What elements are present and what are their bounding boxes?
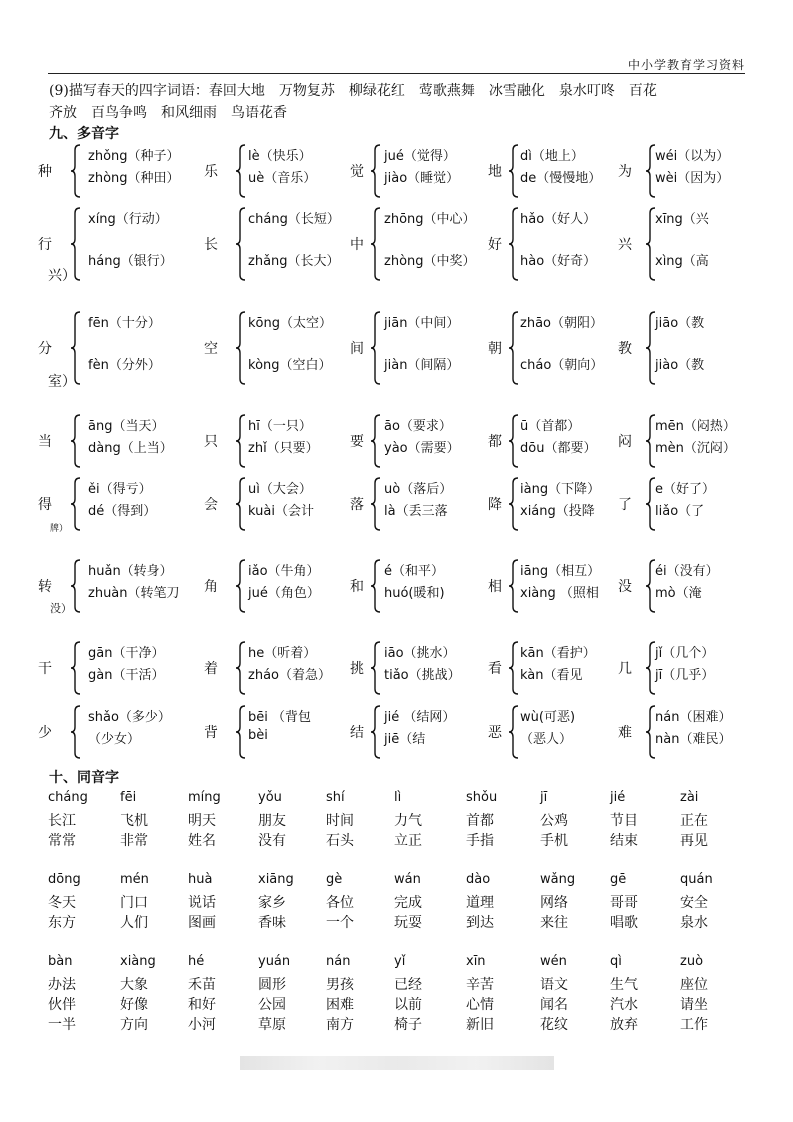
homophone-word: 图画: [188, 915, 216, 931]
polyphone-char: 几: [618, 661, 632, 677]
polyphone-char: 都: [488, 434, 502, 450]
polyphone-reading-2: cháo（朝向）: [520, 358, 604, 373]
homophone-word: 椅子: [394, 1017, 422, 1033]
homophone-pinyin: bàn: [48, 954, 73, 969]
polyphone-reading-1: xīng（兴: [655, 212, 709, 227]
homophone-pinyin: nán: [326, 954, 351, 969]
brace-icon: [370, 705, 382, 759]
homophone-word: 公园: [258, 997, 286, 1013]
spring-idioms-line-2: 齐放 百鸟争鸣 和风细雨 鸟语花香: [49, 105, 287, 121]
polyphone-char: 要: [350, 434, 364, 450]
homophone-pinyin: mén: [120, 872, 149, 887]
homophone-word: 没有: [258, 833, 286, 849]
polyphone-reading-2: nàn（难民）: [655, 732, 732, 747]
homophone-pinyin: shǒu: [466, 790, 498, 805]
polyphone-reading-1: cháng（长短）: [248, 212, 340, 227]
polyphone-reading-2: huó(暖和): [384, 586, 445, 601]
brace-icon: [508, 641, 520, 695]
polyphone-char: 乐: [204, 164, 218, 180]
polyphone-reading-1: kān（看护）: [520, 646, 596, 661]
polyphone-reading-1: hī（一只）: [248, 419, 312, 434]
brace-icon: [70, 477, 82, 531]
polyphone-reading-2: zháo（着急）: [248, 668, 331, 683]
polyphone-reading-1: dì（地上）: [520, 149, 584, 164]
polyphone-reading-2: hào（好奇）: [520, 254, 597, 269]
homophone-word: 手机: [540, 833, 568, 849]
brace-icon: [70, 705, 82, 759]
brace-icon: [508, 559, 520, 613]
polyphone-reading-2: háng（银行）: [88, 254, 173, 269]
homophone-word: 汽水: [610, 997, 638, 1013]
polyphone-reading-1: é（和平）: [384, 564, 444, 579]
homophone-pinyin: cháng: [48, 790, 88, 805]
polyphone-reading-2: zhǎng（长大）: [248, 254, 340, 269]
polyphone-char: 落: [350, 497, 364, 513]
polyphone-reading-2: zhuàn（转笔刀: [88, 586, 180, 601]
polyphone-reading-1: zhāo（朝阳）: [520, 316, 603, 331]
homophone-word: 一半: [48, 1017, 76, 1033]
brace-icon: [370, 144, 382, 198]
brace-icon: [235, 705, 247, 759]
homophone-word: 冬天: [48, 895, 76, 911]
polyphone-char: 背: [204, 725, 218, 741]
polyphone-reading-1: zhǒng（种子）: [88, 149, 180, 164]
homophone-pinyin: zài: [680, 790, 699, 805]
polyphone-reading-1: zhōng（中心）: [384, 212, 476, 227]
polyphone-reading-1: āo（要求）: [384, 419, 452, 434]
homophone-word: 座位: [680, 977, 708, 993]
homophone-word: 明天: [188, 813, 216, 829]
homophone-pinyin: míng: [188, 790, 221, 805]
brace-icon: [370, 477, 382, 531]
polyphone-char: 兴: [618, 237, 632, 253]
section-10-title: 十、同音字: [49, 770, 119, 786]
homophone-pinyin: jī: [540, 790, 548, 805]
homophone-word: 姓名: [188, 833, 216, 849]
homophone-pinyin: gē: [610, 872, 627, 887]
polyphone-reading-2: yào（需要）: [384, 441, 460, 456]
homophone-pinyin: zuò: [680, 954, 704, 969]
polyphone-char: 了: [618, 497, 632, 513]
homophone-word: 东方: [48, 915, 76, 931]
homophone-word: 玩耍: [394, 915, 422, 931]
polyphone-reading-2: （少女）: [88, 732, 141, 747]
polyphone-reading-2: xiàng （照相: [520, 586, 599, 601]
polyphone-reading-1: jié （结网）: [384, 710, 456, 725]
homophone-word: 门口: [120, 895, 148, 911]
homophone-word: 公鸡: [540, 813, 568, 829]
polyphone-reading-1: āng（当天）: [88, 419, 165, 434]
polyphone-char: 相: [488, 579, 502, 595]
polyphone-char: 觉: [350, 164, 364, 180]
polyphone-reading-2: dé（得到）: [88, 504, 157, 519]
polyphone-char: 挑: [350, 661, 364, 677]
polyphone-reading-1: ū（首都）: [520, 419, 581, 434]
overflow-tail-mo: 没）: [50, 602, 72, 615]
homophone-pinyin: wán: [394, 872, 421, 887]
homophone-pinyin: dōng: [48, 872, 81, 887]
homophone-word: 人们: [120, 915, 148, 931]
polyphone-reading-1: iǎo（牛角）: [248, 564, 320, 579]
polyphone-reading-2: fèn（分外）: [88, 358, 161, 373]
brace-icon: [235, 414, 247, 468]
polyphone-reading-1: fēn（十分）: [88, 316, 161, 331]
polyphone-char: 闷: [618, 434, 632, 450]
polyphone-reading-1: uò（落后）: [384, 482, 453, 497]
homophone-word: 一个: [326, 915, 354, 931]
polyphone-reading-1: huǎn（转身）: [88, 564, 173, 579]
homophone-pinyin: yǒu: [258, 790, 282, 805]
homophone-pinyin: shí: [326, 790, 345, 805]
homophone-word: 网络: [540, 895, 568, 911]
homophone-word: 家乡: [258, 895, 286, 911]
brace-icon: [370, 641, 382, 695]
polyphone-reading-2: de（慢慢地）: [520, 171, 602, 186]
polyphone-reading-1: nán（困难）: [655, 710, 732, 725]
polyphone-reading-1: jué（觉得）: [384, 149, 456, 164]
homophone-pinyin: lì: [394, 790, 402, 805]
homophone-word: 正在: [680, 813, 708, 829]
polyphone-reading-1: iāng（相互）: [520, 564, 601, 579]
polyphone-reading-2: jiào（睡觉）: [384, 171, 460, 186]
homophone-pinyin: jié: [610, 790, 626, 805]
homophone-word: 长江: [48, 813, 76, 829]
polyphone-char: 角: [204, 579, 218, 595]
homophone-pinyin: xīn: [466, 954, 486, 969]
brace-icon: [508, 705, 520, 759]
polyphone-reading-1: ěi（得亏）: [88, 482, 152, 497]
polyphone-char: 和: [350, 579, 364, 595]
polyphone-char: 会: [204, 497, 218, 513]
homophone-word: 男孩: [326, 977, 354, 993]
homophone-word: 各位: [326, 895, 354, 911]
homophone-word: 伙伴: [48, 997, 76, 1013]
homophone-word: 飞机: [120, 813, 148, 829]
polyphone-reading-1: xíng（行动）: [88, 212, 168, 227]
polyphone-char: 降: [488, 497, 502, 513]
polyphone-reading-2: mèn（沉闷）: [655, 441, 736, 456]
homophone-word: 心情: [466, 997, 494, 1013]
polyphone-char: 地: [488, 164, 502, 180]
homophone-word: 来往: [540, 915, 568, 931]
polyphone-reading-1: jiān（中间）: [384, 316, 460, 331]
homophone-word: 圆形: [258, 977, 286, 993]
polyphone-reading-2: xìng（高: [655, 254, 709, 269]
homophone-word: 安全: [680, 895, 708, 911]
polyphone-char: 间: [350, 341, 364, 357]
polyphone-char: 教: [618, 341, 632, 357]
homophone-word: 请坐: [680, 997, 708, 1013]
brace-icon: [370, 311, 382, 385]
polyphone-char: 干: [38, 661, 52, 677]
brace-icon: [508, 311, 520, 385]
brace-icon: [370, 414, 382, 468]
homophone-word: 生气: [610, 977, 638, 993]
polyphone-char: 种: [38, 164, 52, 180]
polyphone-char: 中: [350, 237, 364, 253]
homophone-word: 泉水: [680, 915, 708, 931]
polyphone-char: 难: [618, 725, 632, 741]
homophone-word: 好像: [120, 997, 148, 1013]
homophone-word: 到达: [466, 915, 494, 931]
homophone-word: 辛苦: [466, 977, 494, 993]
homophone-word: 草原: [258, 1017, 286, 1033]
polyphone-char: 看: [488, 661, 502, 677]
polyphone-reading-1: kōng（太空）: [248, 316, 332, 331]
homophone-pinyin: fēi: [120, 790, 137, 805]
polyphone-char: 没: [618, 579, 632, 595]
spring-idioms-line-1: (9)描写春天的四字词语：春回大地 万物复苏 柳绿花红 莺歌燕舞 冰雪融化 泉水叮咚 百花: [49, 83, 657, 99]
polyphone-char: 当: [38, 434, 52, 450]
polyphone-reading-2: kuài（会计: [248, 504, 314, 519]
homophone-word: 小河: [188, 1017, 216, 1033]
polyphone-reading-2: liǎo（了: [655, 504, 705, 519]
homophone-word: 禾苗: [188, 977, 216, 993]
homophone-pinyin: yuán: [258, 954, 291, 969]
homophone-word: 唱歌: [610, 915, 638, 931]
polyphone-reading-1: lè（快乐）: [248, 149, 312, 164]
homophone-word: 完成: [394, 895, 422, 911]
polyphone-reading-2: uè（音乐）: [248, 171, 317, 186]
polyphone-reading-2: bèi: [248, 728, 268, 743]
polyphone-char: 转: [38, 579, 52, 595]
header-rule: [48, 73, 745, 74]
polyphone-reading-1: he（听着）: [248, 646, 317, 661]
polyphone-reading-2: xiáng（投降: [520, 504, 595, 519]
homophone-pinyin: quán: [680, 872, 713, 887]
polyphone-reading-1: éi（没有）: [655, 564, 719, 579]
polyphone-reading-2: là（丢三落: [384, 504, 448, 519]
blurred-footer: [240, 1056, 554, 1070]
polyphone-reading-2: zhòng（中奖）: [384, 254, 476, 269]
polyphone-reading-2: jiàn（间隔）: [384, 358, 460, 373]
polyphone-reading-1: jiāo（教: [655, 316, 705, 331]
polyphone-char: 少: [38, 725, 52, 741]
polyphone-reading-2: jī（几乎）: [655, 668, 715, 683]
homophone-word: 道理: [466, 895, 494, 911]
polyphone-reading-1: jǐ（几个）: [655, 646, 715, 661]
homophone-pinyin: xiāng: [258, 872, 294, 887]
polyphone-reading-2: zhòng（种田）: [88, 171, 180, 186]
polyphone-reading-2: dōu（都要）: [520, 441, 597, 456]
homophone-word: 时间: [326, 813, 354, 829]
brace-icon: [235, 477, 247, 531]
homophone-word: 立正: [394, 833, 422, 849]
polyphone-char: 得: [38, 497, 52, 513]
polyphone-reading-2: mò（淹: [655, 586, 702, 601]
homophone-word: 以前: [394, 997, 422, 1013]
brace-icon: [235, 207, 247, 281]
brace-icon: [70, 144, 82, 198]
polyphone-char: 结: [350, 725, 364, 741]
polyphone-reading-1: hǎo（好人）: [520, 212, 597, 227]
polyphone-char: 好: [488, 237, 502, 253]
homophone-word: 石头: [326, 833, 354, 849]
polyphone-char: 着: [204, 661, 218, 677]
homophone-word: 困难: [326, 997, 354, 1013]
homophone-word: 常常: [48, 833, 76, 849]
polyphone-char: 朝: [488, 341, 502, 357]
homophone-pinyin: yǐ: [394, 954, 406, 969]
brace-icon: [235, 311, 247, 385]
homophone-word: 花纹: [540, 1017, 568, 1033]
homophone-word: 说话: [188, 895, 216, 911]
homophone-word: 工作: [680, 1017, 708, 1033]
homophone-pinyin: wén: [540, 954, 567, 969]
homophone-word: 首都: [466, 813, 494, 829]
polyphone-char: 恶: [488, 725, 502, 741]
homophone-pinyin: wǎng: [540, 872, 576, 887]
homophone-word: 手指: [466, 833, 494, 849]
polyphone-char: 空: [204, 341, 218, 357]
homophone-word: 语文: [540, 977, 568, 993]
homophone-word: 节目: [610, 813, 638, 829]
polyphone-reading-2: wèi（因为）: [655, 171, 730, 186]
page-header: 中小学教育学习资料: [627, 58, 745, 72]
polyphone-reading-2: jiào（教: [655, 358, 705, 373]
homophone-word: 南方: [326, 1017, 354, 1033]
brace-icon: [370, 559, 382, 613]
homophone-word: 再见: [680, 833, 708, 849]
polyphone-reading-1: wù(可恶): [520, 710, 576, 725]
polyphone-char: 只: [204, 434, 218, 450]
brace-icon: [508, 207, 520, 281]
polyphone-reading-1: e（好了）: [655, 482, 715, 497]
section-9-title: 九、多音字: [49, 126, 119, 142]
polyphone-reading-2: zhǐ（只要）: [248, 441, 319, 456]
brace-icon: [370, 207, 382, 281]
polyphone-reading-2: gàn（干活）: [88, 668, 165, 683]
homophone-pinyin: huà: [188, 872, 213, 887]
polyphone-reading-2: jiē（结: [384, 732, 426, 747]
polyphone-reading-2: kòng（空白）: [248, 358, 332, 373]
homophone-pinyin: hé: [188, 954, 205, 969]
brace-icon: [508, 144, 520, 198]
polyphone-reading-2: dàng（上当）: [88, 441, 173, 456]
polyphone-reading-1: iàng（下降）: [520, 482, 601, 497]
homophone-word: 方向: [120, 1017, 148, 1033]
polyphone-reading-1: wéi（以为）: [655, 149, 730, 164]
brace-icon: [235, 641, 247, 695]
homophone-word: 办法: [48, 977, 76, 993]
brace-icon: [70, 641, 82, 695]
polyphone-reading-1: iāo（挑水）: [384, 646, 456, 661]
homophone-word: 闻名: [540, 997, 568, 1013]
polyphone-char: 长: [204, 237, 218, 253]
polyphone-reading-2: kàn（看见: [520, 668, 583, 683]
polyphone-reading-1: shǎo（多少）: [88, 710, 171, 725]
polyphone-reading-1: bēi （背包: [248, 710, 311, 725]
brace-icon: [235, 559, 247, 613]
homophone-word: 结束: [610, 833, 638, 849]
homophone-pinyin: qì: [610, 954, 622, 969]
homophone-word: 哥哥: [610, 895, 638, 911]
homophone-word: 朋友: [258, 813, 286, 829]
homophone-pinyin: gè: [326, 872, 343, 887]
homophone-word: 和好: [188, 997, 216, 1013]
polyphone-char: 分: [38, 341, 52, 357]
overflow-tail-jiao: 室）: [48, 374, 76, 390]
homophone-word: 香味: [258, 915, 286, 931]
homophone-word: 放弃: [610, 1017, 638, 1033]
overflow-tail-de: 牌）: [50, 524, 69, 534]
brace-icon: [235, 144, 247, 198]
polyphone-reading-2: （恶人）: [520, 732, 573, 747]
homophone-pinyin: xiàng: [120, 954, 156, 969]
brace-icon: [508, 414, 520, 468]
homophone-word: 力气: [394, 813, 422, 829]
polyphone-reading-2: jué（角色）: [248, 586, 320, 601]
polyphone-char: 行: [38, 237, 52, 253]
overflow-tail-xing: 兴）: [48, 268, 76, 284]
brace-icon: [508, 477, 520, 531]
homophone-word: 大象: [120, 977, 148, 993]
polyphone-reading-1: uì（大会）: [248, 482, 312, 497]
polyphone-char: 为: [618, 164, 632, 180]
polyphone-reading-1: mēn（闷热）: [655, 419, 736, 434]
polyphone-reading-2: tiǎo（挑战）: [384, 668, 461, 683]
polyphone-reading-1: gān（干净）: [88, 646, 165, 661]
homophone-word: 非常: [120, 833, 148, 849]
homophone-word: 已经: [394, 977, 422, 993]
homophone-word: 新旧: [466, 1017, 494, 1033]
homophone-pinyin: dào: [466, 872, 491, 887]
brace-icon: [70, 414, 82, 468]
